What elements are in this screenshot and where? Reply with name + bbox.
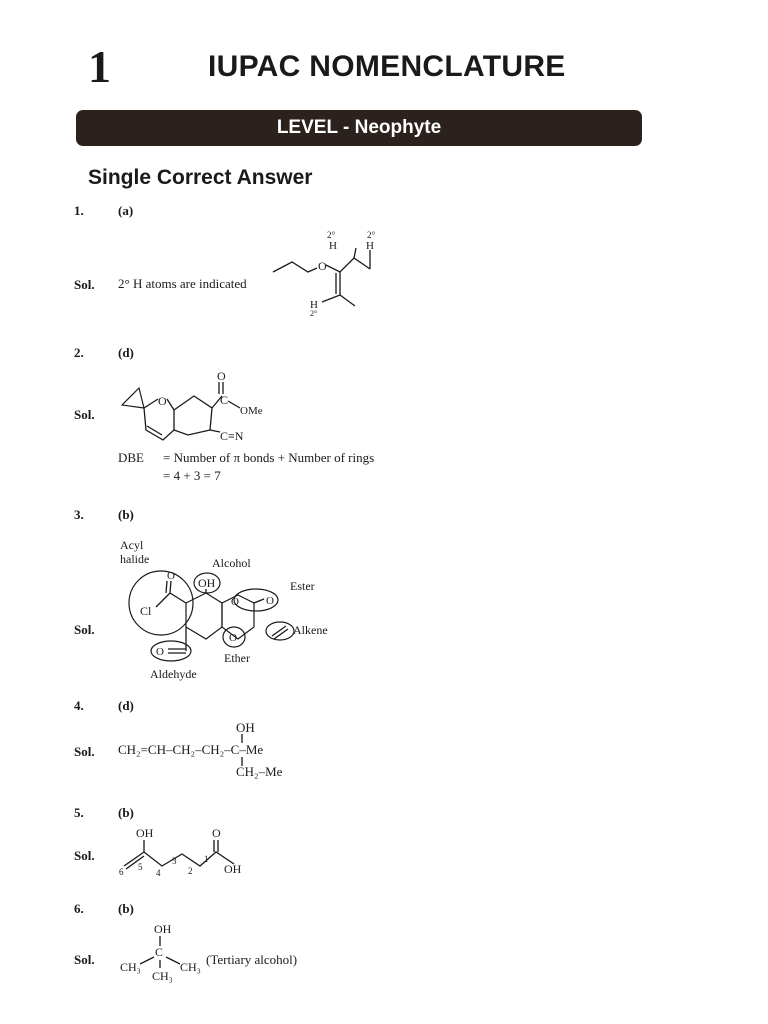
atom-label: C (155, 945, 164, 959)
atom-label: O (167, 570, 175, 582)
atom-label: H (329, 240, 337, 252)
atom-label: H (310, 299, 318, 311)
level-banner: LEVEL - Neophyte (76, 110, 642, 146)
carbon-number: 5 (138, 862, 143, 872)
group-label-aldehyde: Aldehyde (150, 667, 197, 681)
question-number: 5. (74, 805, 84, 820)
group-label-alcohol: Alcohol (212, 556, 251, 570)
atom-label: C (220, 393, 229, 407)
question-number: 4. (74, 698, 84, 713)
carbon-number: 4 (156, 868, 161, 878)
solution-text: 2° H atoms are indicated (118, 276, 247, 291)
q5-structure (116, 824, 246, 880)
question-number: 6. (74, 901, 84, 916)
q2-structure (118, 368, 288, 448)
degree-label: 2° (367, 230, 376, 240)
formula-bottom: CH₂–Me (236, 764, 283, 779)
atom-label: OH (224, 862, 242, 876)
question-number: 1. (74, 203, 84, 218)
solution-label: Sol. (74, 622, 95, 637)
atom-label: O (212, 826, 221, 840)
group-label-alkene: Alkene (293, 623, 328, 637)
atom-label: CH₃ (152, 969, 173, 983)
section-title: Single Correct Answer (88, 166, 313, 189)
atom-label: O (229, 632, 237, 644)
group-label-halide: halide (120, 552, 150, 566)
solution-label: Sol. (74, 952, 95, 967)
solution-label: Sol. (74, 744, 95, 759)
formula-top: OH (236, 720, 255, 735)
chapter-number: 1 (88, 41, 111, 92)
atom-label: C≡N (220, 429, 244, 443)
q6-structure (118, 920, 208, 982)
question-answer: (d) (118, 698, 134, 713)
question-answer: (b) (118, 901, 134, 916)
atom-label: Cl (140, 604, 152, 618)
atom-label: OH (154, 922, 172, 936)
atom-label: OMe (240, 405, 263, 417)
group-label-acyl: Acyl (120, 538, 144, 552)
question-answer: (d) (118, 345, 134, 360)
q3-structure (118, 535, 348, 685)
dbe-value: = 4 + 3 = 7 (163, 468, 221, 483)
atom-label: O (156, 646, 164, 658)
question-answer: (b) (118, 805, 134, 820)
question-answer: (a) (118, 203, 134, 218)
solution-label: Sol. (74, 848, 95, 863)
degree-label: 2° (327, 230, 336, 240)
chapter-title: IUPAC NOMENCLATURE (208, 50, 566, 83)
atom-label: O (217, 369, 226, 383)
degree-label: 2° (310, 309, 318, 318)
q6-note: (Tertiary alcohol) (206, 952, 298, 967)
question-answer: (b) (118, 507, 134, 522)
dbe-formula: = Number of π bonds + Number of rings (163, 450, 375, 465)
formula-main: CH₂=CH–CH₂–CH₂–C–Me (118, 742, 264, 757)
solution-label: Sol. (74, 407, 95, 422)
atom-label: OH (198, 576, 216, 590)
question-number: 2. (74, 345, 84, 360)
group-label-ester: Ester (290, 579, 315, 593)
atom-label: O (318, 259, 327, 273)
carbon-number: 2 (188, 866, 193, 876)
q4-bonds (238, 733, 248, 767)
atom-label: OH (136, 826, 154, 840)
q1-structure (270, 228, 400, 320)
question-number: 3. (74, 507, 84, 522)
dbe-label: DBE (118, 450, 144, 465)
atom-label: H (366, 240, 374, 252)
atom-label: O (266, 595, 274, 607)
atom-label: CH₃ (120, 960, 141, 974)
atom-label: O (158, 394, 167, 408)
carbon-number: 1 (204, 854, 209, 864)
atom-label: O (231, 596, 239, 608)
carbon-number: 6 (119, 867, 124, 877)
solution-label: Sol. (74, 277, 95, 292)
group-label-ether: Ether (224, 651, 250, 665)
atom-label: CH₃ (180, 960, 201, 974)
carbon-number: 3 (172, 856, 177, 866)
